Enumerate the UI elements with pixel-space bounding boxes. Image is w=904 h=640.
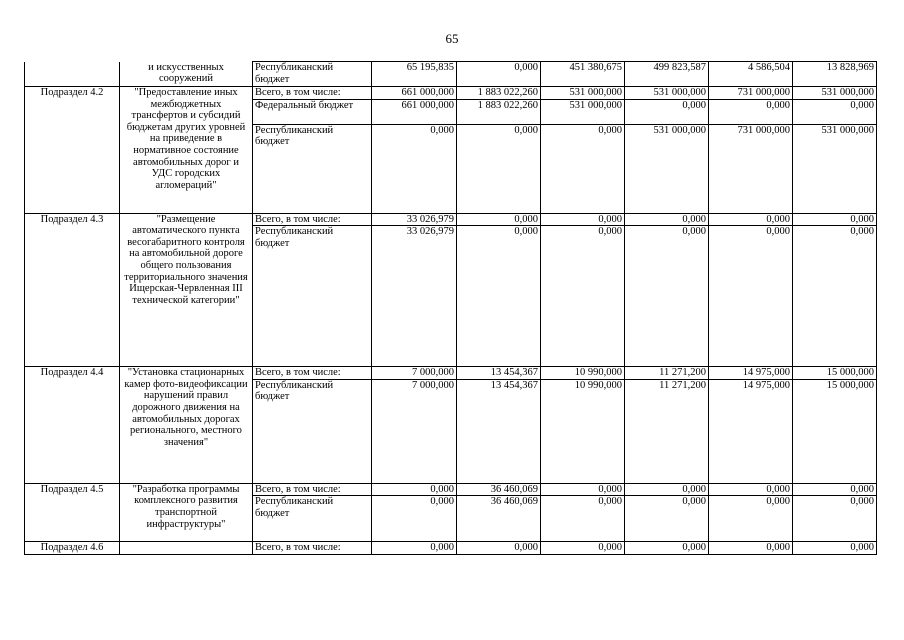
- value-cell: 0,000: [541, 124, 625, 213]
- value-cell: 0,000: [793, 226, 877, 367]
- table-row: [25, 62, 877, 87]
- value-cell: 13 454,367: [457, 367, 541, 380]
- subsection-cell: [25, 62, 120, 87]
- activity-name-cell: "Предоставление иных межбюджетных трансфертов и субсидий бюджетам других уровней на приведение в нормативное состояние автомобильных дорог и УДС городских агломераций": [120, 87, 253, 214]
- subsection-cell: Подраздел 4.4: [25, 367, 120, 484]
- funding-source-cell: Республиканский бюджет: [253, 62, 372, 87]
- value-cell: 0,000: [372, 483, 457, 496]
- value-cell: 451 380,675: [541, 62, 625, 87]
- value-cell: 14 975,000: [709, 379, 793, 483]
- value-cell: 0,000: [625, 483, 709, 496]
- funding-source-cell: Федеральный бюджет: [253, 99, 372, 124]
- value-cell: 0,000: [793, 99, 877, 124]
- value-cell: 731 000,000: [709, 87, 793, 100]
- value-cell: 0,000: [709, 99, 793, 124]
- value-cell: 0,000: [457, 62, 541, 87]
- value-cell: 531 000,000: [541, 99, 625, 124]
- value-cell: 65 195,835: [372, 62, 457, 87]
- value-cell: 7 000,000: [372, 367, 457, 380]
- value-cell: 0,000: [372, 542, 457, 555]
- funding-source-cell: Республиканский бюджет: [253, 124, 372, 213]
- funding-source-cell: Всего, в том числе:: [253, 542, 372, 555]
- value-cell: 0,000: [372, 124, 457, 213]
- value-cell: 10 990,000: [541, 367, 625, 380]
- value-cell: 0,000: [625, 226, 709, 367]
- activity-name-cell: [120, 542, 253, 555]
- activity-name-cell: и искусственных сооружений: [120, 62, 253, 87]
- value-cell: 4 586,504: [709, 62, 793, 87]
- value-cell: 0,000: [372, 496, 457, 542]
- value-cell: 0,000: [457, 542, 541, 555]
- value-cell: 0,000: [709, 226, 793, 367]
- activity-name-cell: "Разработка программы комплексного развития транспортной инфраструктуры": [120, 483, 253, 542]
- value-cell: 15 000,000: [793, 379, 877, 483]
- value-cell: 33 026,979: [372, 226, 457, 367]
- value-cell: 0,000: [709, 542, 793, 555]
- value-cell: 531 000,000: [541, 87, 625, 100]
- value-cell: 0,000: [625, 99, 709, 124]
- value-cell: 11 271,200: [625, 367, 709, 380]
- value-cell: 531 000,000: [793, 124, 877, 213]
- funding-source-cell: Всего, в том числе:: [253, 213, 372, 226]
- funding-source-cell: Республиканский бюджет: [253, 226, 372, 367]
- value-cell: 0,000: [541, 483, 625, 496]
- funding-source-cell: Всего, в том числе:: [253, 483, 372, 496]
- value-cell: 0,000: [625, 496, 709, 542]
- table-row: [25, 542, 877, 555]
- value-cell: 499 823,587: [625, 62, 709, 87]
- value-cell: 0,000: [625, 213, 709, 226]
- value-cell: 0,000: [541, 542, 625, 555]
- value-cell: 731 000,000: [709, 124, 793, 213]
- value-cell: 0,000: [793, 213, 877, 226]
- value-cell: 0,000: [793, 483, 877, 496]
- activity-name-cell: "Размещение автоматического пункта весогабаритного контроля на автомобильной дороге общего пользования территориального значения Ищерская-Червленная III технической категории": [120, 213, 253, 367]
- value-cell: 13 828,969: [793, 62, 877, 87]
- page-number: 65: [445, 31, 459, 46]
- value-cell: 36 460,069: [457, 483, 541, 496]
- value-cell: 531 000,000: [625, 87, 709, 100]
- value-cell: 7 000,000: [372, 379, 457, 483]
- value-cell: 0,000: [709, 213, 793, 226]
- value-cell: 1 883 022,260: [457, 99, 541, 124]
- value-cell: 33 026,979: [372, 213, 457, 226]
- value-cell: 36 460,069: [457, 496, 541, 542]
- table-row: [25, 367, 877, 380]
- funding-source-cell: Всего, в том числе:: [253, 367, 372, 380]
- value-cell: 15 000,000: [793, 367, 877, 380]
- value-cell: 13 454,367: [457, 379, 541, 483]
- value-cell: 531 000,000: [625, 124, 709, 213]
- budget-table: [24, 61, 877, 555]
- funding-source-cell: Республиканский бюджет: [253, 496, 372, 542]
- value-cell: 661 000,000: [372, 99, 457, 124]
- activity-name-cell: "Установка стационарных камер фото-видеофиксации нарушений правил дорожного движения на автомобильных дорогах регионального, местного значения": [120, 367, 253, 484]
- table-row: [25, 483, 877, 496]
- value-cell: 10 990,000: [541, 379, 625, 483]
- value-cell: 0,000: [541, 226, 625, 367]
- value-cell: 0,000: [541, 496, 625, 542]
- value-cell: 0,000: [541, 213, 625, 226]
- value-cell: 661 000,000: [372, 87, 457, 100]
- table-row: [25, 87, 877, 100]
- value-cell: 531 000,000: [793, 87, 877, 100]
- funding-source-cell: Всего, в том числе:: [253, 87, 372, 100]
- value-cell: 0,000: [709, 496, 793, 542]
- value-cell: 0,000: [457, 213, 541, 226]
- value-cell: 0,000: [625, 542, 709, 555]
- table-row: [25, 213, 877, 226]
- value-cell: 14 975,000: [709, 367, 793, 380]
- value-cell: 0,000: [709, 483, 793, 496]
- value-cell: 1 883 022,260: [457, 87, 541, 100]
- subsection-cell: Подраздел 4.3: [25, 213, 120, 367]
- funding-source-cell: Республиканский бюджет: [253, 379, 372, 483]
- subsection-cell: Подраздел 4.2: [25, 87, 120, 214]
- value-cell: 0,000: [457, 124, 541, 213]
- subsection-cell: Подраздел 4.6: [25, 542, 120, 555]
- value-cell: 0,000: [793, 542, 877, 555]
- value-cell: 0,000: [793, 496, 877, 542]
- value-cell: 0,000: [457, 226, 541, 367]
- subsection-cell: Подраздел 4.5: [25, 483, 120, 542]
- value-cell: 11 271,200: [625, 379, 709, 483]
